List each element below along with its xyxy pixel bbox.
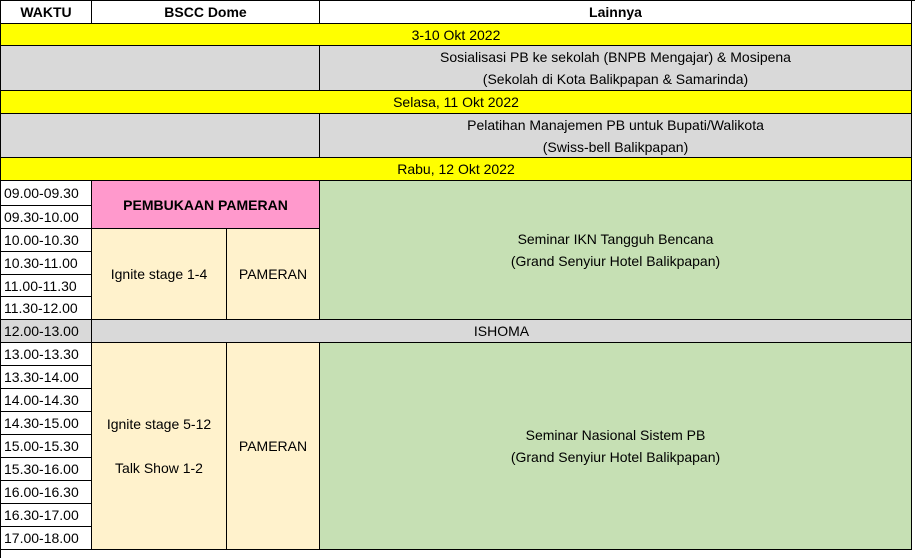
time-cell[interactable]: 14.00-14.30 [1, 389, 92, 412]
talkshow-label: Talk Show 1-2 [115, 460, 203, 476]
seminar-title: Seminar IKN Tangguh Bencana [517, 231, 714, 247]
date-band-3-10-okt[interactable]: 3-10 Okt 2022 [1, 24, 912, 46]
exhibition-afternoon[interactable]: PAMERAN [227, 343, 320, 550]
activity-line-1: Pelatihan Manajemen PB untuk Bupati/Walikota [467, 116, 764, 133]
time-cell[interactable]: 13.30-14.00 [1, 366, 92, 389]
empty-grey-cell[interactable] [1, 114, 320, 158]
break-ishoma[interactable]: ISHOMA [92, 320, 912, 343]
time-cell[interactable]: 15.30-16.00 [1, 458, 92, 481]
time-cell[interactable]: 11.00-11.30 [1, 275, 92, 297]
seminar-title: Seminar Nasional Sistem PB [525, 427, 706, 443]
time-cell[interactable]: 17.00-18.00 [1, 527, 92, 550]
time-cell[interactable]: 11.30-12.00 [1, 297, 92, 320]
header-bscc-dome[interactable]: BSCC Dome [92, 1, 320, 24]
activity-line-2: (Sekolah di Kota Balikpapan & Samarinda) [482, 71, 749, 87]
exhibition-morning[interactable]: PAMERAN [227, 229, 320, 320]
time-cell[interactable]: 09.00-09.30 [1, 181, 92, 206]
time-cell[interactable]: 10.30-11.00 [1, 252, 92, 275]
seminar-venue: (Grand Senyiur Hotel Balikpapan) [510, 449, 721, 465]
seminar-ikn[interactable] [320, 181, 912, 320]
empty-grey-cell[interactable] [1, 46, 320, 91]
activity-line-2: (Swiss-bell Balikpapan) [542, 138, 689, 155]
time-cell[interactable]: 16.30-17.00 [1, 504, 92, 527]
ignite-label: Ignite stage 5-12 [106, 416, 212, 432]
header-lainnya[interactable]: Lainnya [320, 1, 912, 24]
time-cell[interactable]: 09.30-10.00 [1, 206, 92, 229]
ignite-stage-morning[interactable]: Ignite stage 1-4 [92, 229, 227, 320]
opening-cell[interactable]: PEMBUKAAN PAMERAN [92, 181, 320, 229]
time-cell[interactable]: 12.00-13.00 [1, 320, 92, 343]
activity-line-1: Sosialisasi PB ke sekolah (BNPB Mengajar) & Mosipena [440, 49, 791, 65]
activity-sosialisasi[interactable] [320, 46, 912, 91]
time-cell[interactable]: 15.00-15.30 [1, 435, 92, 458]
activity-pelatihan[interactable] [320, 114, 912, 158]
time-cell[interactable]: 13.00-13.30 [1, 343, 92, 366]
seminar-venue: (Grand Senyiur Hotel Balikpapan) [510, 253, 721, 269]
header-waktu[interactable]: WAKTU [1, 1, 92, 24]
seminar-nasional[interactable] [320, 343, 912, 550]
time-cell[interactable]: 10.00-10.30 [1, 229, 92, 252]
date-band-11-okt[interactable]: Selasa, 11 Okt 2022 [1, 91, 912, 114]
ignite-stage-afternoon[interactable] [92, 343, 227, 550]
time-cell[interactable]: 14.30-15.00 [1, 412, 92, 435]
time-cell[interactable]: 16.00-16.30 [1, 481, 92, 504]
date-band-12-okt[interactable]: Rabu, 12 Okt 2022 [1, 158, 912, 181]
